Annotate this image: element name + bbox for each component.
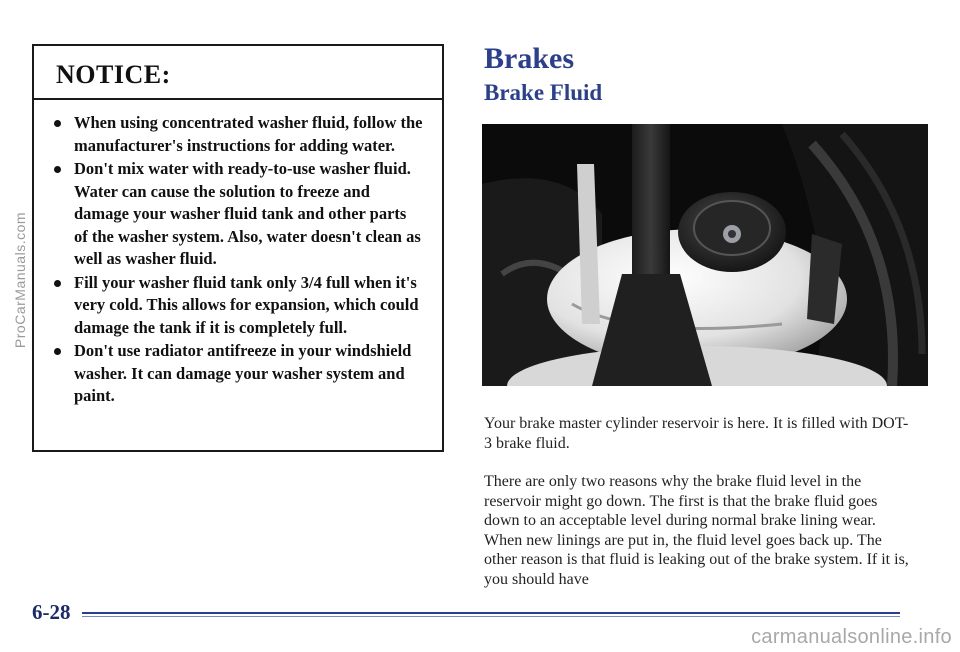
notice-item-text: Fill your washer fluid tank only 3/4 full when it's very cold. This allows for expansion, which could damage the tank if it is completely full. <box>74 272 419 337</box>
bullet-icon <box>54 166 61 173</box>
notice-item <box>42 272 424 340</box>
footer-rule <box>82 612 900 614</box>
notice-item-text: Don't mix water with ready-to-use washer fluid. Water can cause the solution to freeze and damage your washer fluid tank and other parts of the washer system. Also, water doesn't clean as well as washer fluid. <box>74 159 421 268</box>
notice-box <box>32 44 444 452</box>
footer-rule-thin <box>82 616 900 617</box>
notice-item-text: When using concentrated washer fluid, follow the manufacturer's instructions for adding water. <box>74 113 423 155</box>
paragraph: Your brake master cylinder reservoir is here. It is filled with DOT-3 brake fluid. <box>484 415 909 452</box>
side-watermark: ProCarManuals.com <box>12 211 28 349</box>
bullet-icon <box>54 120 61 127</box>
notice-list <box>34 100 442 408</box>
notice-item <box>42 112 424 157</box>
notice-title: NOTICE: <box>34 46 442 100</box>
page-number: 6-28 <box>32 600 71 624</box>
section-subtitle: Brake Fluid <box>484 80 603 105</box>
brake-reservoir-photo <box>482 124 928 386</box>
bullet-icon <box>54 348 61 355</box>
notice-item <box>42 158 424 271</box>
footer-watermark: carmanualsonline.info <box>751 626 952 648</box>
paragraph: There are only two reasons why the brake fluid level in the reservoir might go down. The first is that the brake fluid goes down to an acceptable level during normal brake lining wear. When new linings are put in, the fluid level goes back up. The other reason is that fluid is leaking out of the brake system. If it is, you should have <box>484 473 909 588</box>
notice-item <box>42 340 424 408</box>
bullet-icon <box>54 280 61 287</box>
section-title: Brakes <box>484 42 574 75</box>
notice-item-text: Don't use radiator antifreeze in your windshield washer. It can damage your washer system and paint. <box>74 341 412 405</box>
